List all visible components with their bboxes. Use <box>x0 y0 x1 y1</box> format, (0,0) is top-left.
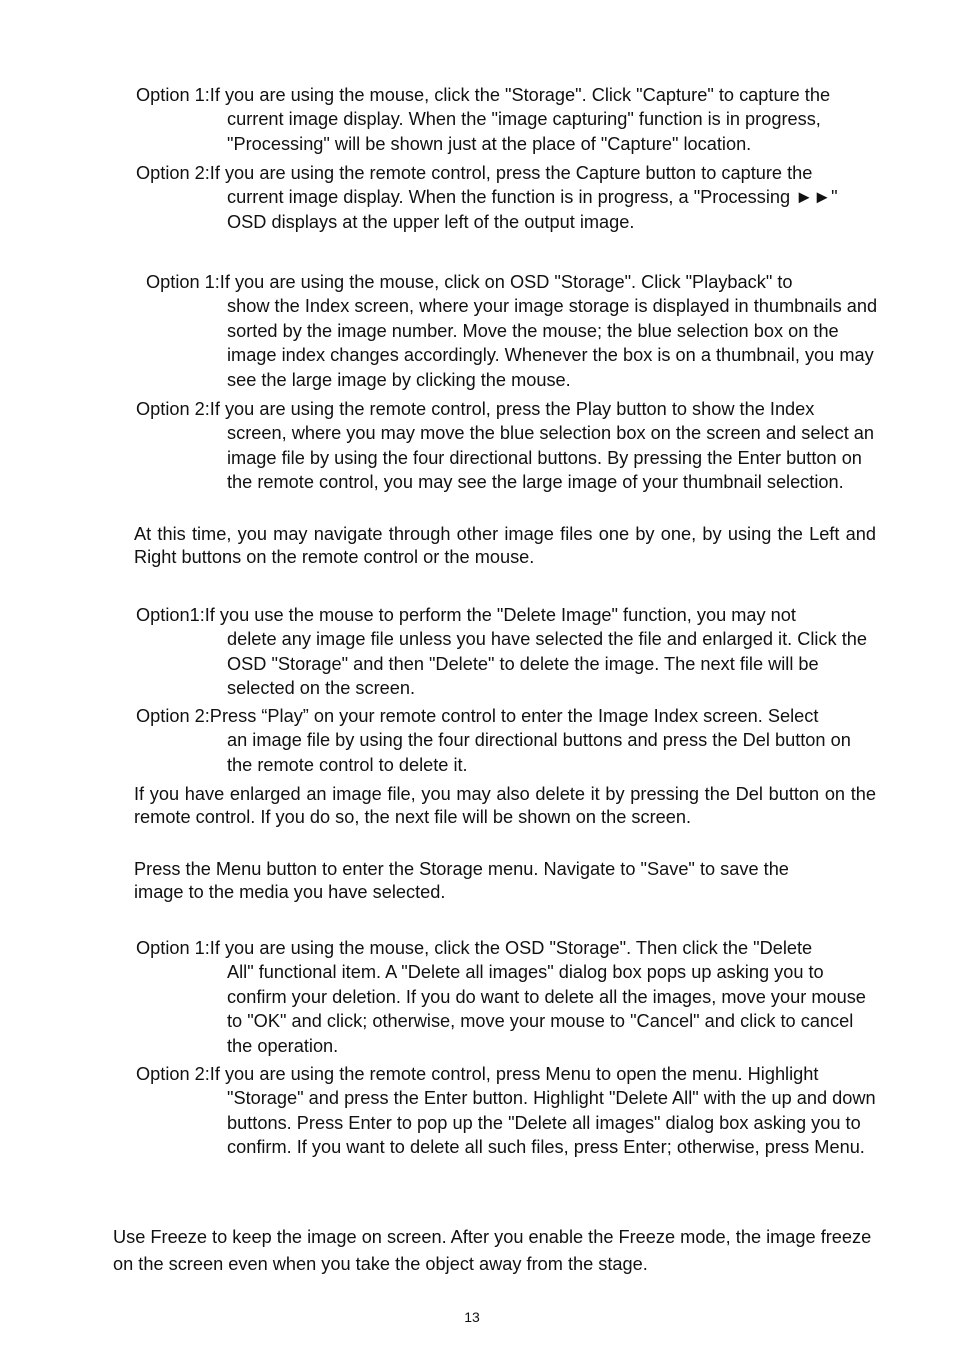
playback-option-2-body: screen, where you may move the blue selection box on the screen and select an image file by using the four directional buttons. By pressing the Enter button on the remote control, you may see the large image of your thumbnail selection. <box>227 423 875 493</box>
delete-note: If you have enlarged an image file, you may also delete it by pressing the Del button on the remote control. If you do so, the next file will be shown on the screen. <box>134 784 876 827</box>
capture-option-2-body: current image display. When the function is in progress, a "Processing ►►" OSD displays at the upper left of the output image. <box>227 187 838 232</box>
capture-option-1 <box>136 83 881 156</box>
freeze-paragraph: Use Freeze to keep the image on screen. After you enable the Freeze mode, the image freeze on the screen even when you take the object away from the stage. <box>113 1227 872 1274</box>
playback-note: At this time, you may navigate through other image files one by one, by using the Left and Right buttons on the remote control or the mouse. <box>134 524 876 567</box>
delete-all-option-1 <box>136 936 881 1058</box>
delete-all-option-1-body: All" functional item. A "Delete all images" dialog box pops up asking you to confirm your deletion. If you do want to delete all the images, move your mouse to "OK" and click; otherwise, move your mouse to "Cancel" and click to cancel the operation. <box>227 962 866 1056</box>
playback-option-1-body: show the Index screen, where your image storage is displayed in thumbnails and sorted by the image number. Move the mouse; the blue selection box on the image index changes accordingly. Whenever the box is on a thumbnail, you may see the large image by clicking the mouse. <box>227 296 878 390</box>
capture-option-2 <box>136 161 881 234</box>
delete-option-1 <box>136 603 881 701</box>
delete-option-2 <box>136 704 881 777</box>
delete-all-option-2-body: "Storage" and press the Enter button. Highlight "Delete All" with the up and down buttons. Press Enter to pop up the "Delete all images" dialog box asking you to confirm. If you want to delete all such files, press Enter; otherwise, press Menu. <box>227 1088 876 1158</box>
playback-option-1 <box>146 270 881 392</box>
capture-option-2-lead: Option 2:If you are using the remote control, press the Capture button to capture the <box>136 163 813 183</box>
delete-option-2-lead: Option 2:Press “Play” on your remote control to enter the Image Index screen. Select <box>136 706 819 726</box>
playback-option-2 <box>136 397 881 495</box>
playback-option-2-lead: Option 2:If you are using the remote control, press the Play button to show the Index <box>136 399 815 419</box>
delete-option-1-body: delete any image file unless you have selected the file and enlarged it. Click the OSD "Storage" and then "Delete" to delete the image. The next file will be selected on the screen. <box>227 629 867 699</box>
delete-option-2-body: an image file by using the four directional buttons and press the Del button on the remote control to delete it. <box>227 730 851 775</box>
delete-all-option-2 <box>136 1062 881 1160</box>
delete-all-option-1-lead: Option 1:If you are using the mouse, click the OSD "Storage". Then click the "Delete <box>136 938 813 958</box>
delete-all-option-2-lead: Option 2:If you are using the remote control, press Menu to open the menu. Highlight <box>136 1064 819 1084</box>
delete-option-1-lead: Option1:If you use the mouse to perform the "Delete Image" function, you may not <box>136 605 796 625</box>
playback-option-1-lead: Option 1:If you are using the mouse, click on OSD "Storage". Click "Playback" to <box>146 272 793 292</box>
capture-option-1-body: current image display. When the "image capturing" function is in progress, "Processing" will be shown just at the place of "Capture" location. <box>227 109 821 154</box>
page-number: 13 <box>464 1309 480 1325</box>
capture-option-1-lead: Option 1:If you are using the mouse, click the "Storage". Click "Capture" to capture the <box>136 85 831 105</box>
save-paragraph: Press the Menu button to enter the Storage menu. Navigate to "Save" to save the image to the media you have selected. <box>134 859 789 902</box>
